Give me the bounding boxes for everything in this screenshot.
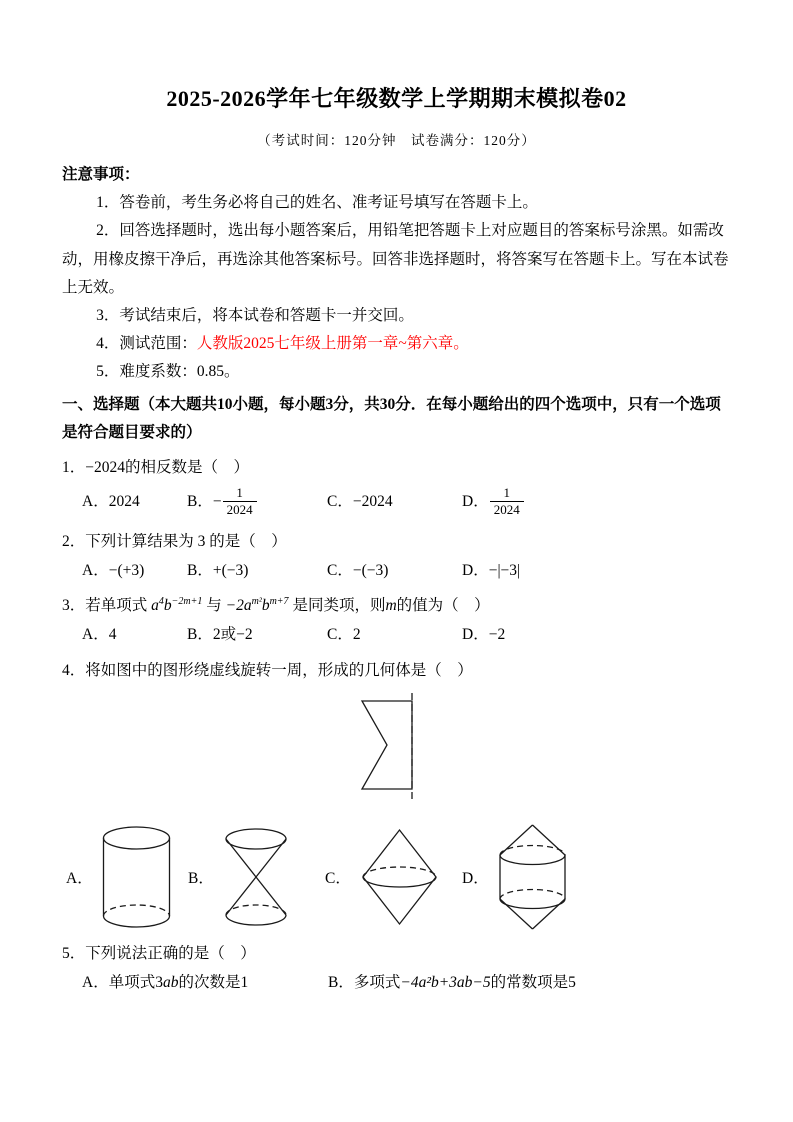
math-exponent: m+7: [269, 595, 289, 607]
math-variable-m: m: [385, 597, 397, 615]
math-exponent: 4: [158, 595, 164, 607]
q3-option-c: [327, 621, 462, 649]
note-item-5: 5．难度系数：0.85。: [96, 363, 240, 381]
option-value: 2024: [108, 492, 140, 510]
fraction-numerator: 1: [490, 485, 524, 502]
option-text: 单项式3: [108, 973, 163, 991]
option-value: +(−3): [212, 561, 249, 579]
q5-option-b: [328, 969, 576, 997]
q3-stem-text-2: 与: [206, 597, 222, 615]
q1-option-c: [327, 483, 462, 521]
option-value: −2: [488, 626, 506, 644]
q2-options: [62, 557, 731, 585]
rotation-figure-flag-with-axis-icon: [327, 691, 467, 803]
option-value: 2或−2: [212, 626, 253, 644]
q3-option-d: [462, 621, 505, 649]
option-value: −(+3): [108, 561, 145, 579]
q1-stem: 1．−2024的相反数是（ ）: [62, 459, 249, 477]
q4-stem: 4．将如图中的图形绕虚线旋转一周，形成的几何体是（ ）: [62, 661, 473, 679]
option-label: A．: [82, 492, 109, 510]
q2-option-a: [82, 557, 187, 585]
q5-option-a: [82, 969, 328, 997]
option-label: D．: [462, 869, 489, 887]
option-label: C．: [327, 626, 353, 644]
option-value: 4: [108, 626, 117, 644]
option-value: −(−3): [352, 561, 389, 579]
option-label: B．: [187, 561, 213, 579]
option-text: 的常数项是5: [490, 973, 576, 991]
math-variable: ab: [162, 973, 179, 991]
note-item-2: 2．回答选择题时，选出每小题答案后，用铅笔把答题卡上对应题目的答案标号涂黑。如需改动，用橡皮擦干净后，再选涂其他答案标号。回答非选择题时，将答案写在答题卡上。写在本试卷上无效。: [62, 222, 729, 296]
option-label: C．: [327, 561, 353, 579]
q4-option-b: [188, 827, 325, 927]
q3-option-a: [82, 621, 187, 649]
q2-option-d: [462, 557, 520, 585]
note-item-4-prefix: 4．测试范围：: [96, 335, 197, 353]
option-label: D．: [462, 492, 489, 510]
option-value: −2024: [352, 492, 393, 510]
option-label: C．: [327, 492, 353, 510]
option-label: D．: [462, 626, 489, 644]
math-expression: −4a²b+3ab−5: [400, 973, 491, 991]
option-value: −|−3|: [488, 561, 521, 579]
fraction-numerator: 1: [223, 485, 257, 502]
q1-option-b: [187, 483, 327, 521]
exam-info: （考试时间：120分钟 试卷满分：120分）: [257, 133, 536, 148]
cylinder-icon: [99, 824, 174, 930]
math-base: b: [163, 597, 172, 615]
q2-stem: 2．下列计算结果为 3 的是（ ）: [62, 532, 287, 550]
note-item-3: 3．考试结束后，将本试卷和答题卡一并交回。: [96, 307, 414, 325]
option-label: A．: [82, 561, 109, 579]
option-label: B．: [187, 492, 213, 510]
page-title: 2025-2026学年七年级数学上学期期末模拟卷02: [166, 86, 627, 111]
q1-option-d: [462, 483, 525, 521]
option-label: D．: [462, 561, 489, 579]
section1-heading: 一、选择题（本大题共10小题，每小题3分，共30分．在每小题给出的四个选项中，只有一个选项是符合题目要求的）: [62, 395, 721, 441]
fraction: [223, 485, 257, 519]
q4-option-d: [462, 822, 570, 932]
q2-option-c: [327, 557, 462, 585]
flag-polygon: [362, 701, 412, 789]
option-label: B．: [187, 626, 213, 644]
option-label: A．: [82, 626, 109, 644]
fraction-denominator: 2024: [493, 502, 520, 518]
option-label: B．: [328, 973, 354, 991]
q3-monomial-1: [151, 597, 202, 614]
q3-monomial-2: [226, 597, 289, 614]
q4-figure-container: [62, 691, 731, 808]
q3-options: [62, 621, 731, 649]
option-label: A．: [82, 973, 109, 991]
hourglass-double-cone-icon: [220, 827, 292, 927]
note-item-1: 1．答卷前，考生务必将自己的姓名、准考证号填写在答题卡上。: [96, 194, 538, 212]
q3-option-b: [187, 621, 327, 649]
cylinder-with-cones-icon: [495, 822, 570, 932]
note-item-4-test-range: 人教版2025七年级上册第一章~第六章。: [196, 335, 469, 353]
bicone-icon: [357, 827, 442, 927]
q4-shape-options: [62, 822, 731, 932]
option-text: 多项式: [353, 973, 401, 991]
math-base: a: [151, 597, 159, 615]
option-label: C．: [325, 869, 351, 887]
fraction: [490, 485, 524, 519]
fraction-denominator: 2024: [226, 502, 253, 518]
math-exponent: −2m+1: [171, 595, 203, 607]
q5-stem: 5．下列说法正确的是（ ）: [62, 944, 256, 962]
note-item-4: [62, 330, 731, 358]
option-label: A．: [66, 869, 93, 887]
math-base: −2a: [225, 597, 252, 615]
q3-stem-text-1: 3．若单项式: [62, 597, 148, 615]
minus-sign: −: [212, 492, 222, 510]
math-exponent: m²: [251, 595, 262, 607]
option-label: B．: [188, 869, 214, 887]
math-base: b: [261, 597, 270, 615]
option-text: 的次数是1: [178, 973, 249, 991]
q4-option-a: [66, 824, 188, 930]
q3-stem-text-3: 是同类项，则: [292, 597, 386, 615]
q2-option-b: [187, 557, 327, 585]
notes-heading: 注意事项：: [62, 166, 140, 183]
option-value: 2: [352, 626, 361, 644]
q3-stem-text-4: 的值为（ ）: [396, 597, 490, 615]
q4-option-c: [325, 827, 462, 927]
q5-options: [62, 969, 731, 997]
q1-option-a: [82, 483, 187, 521]
q3-stem: [62, 592, 731, 620]
q1-options: [62, 483, 731, 521]
